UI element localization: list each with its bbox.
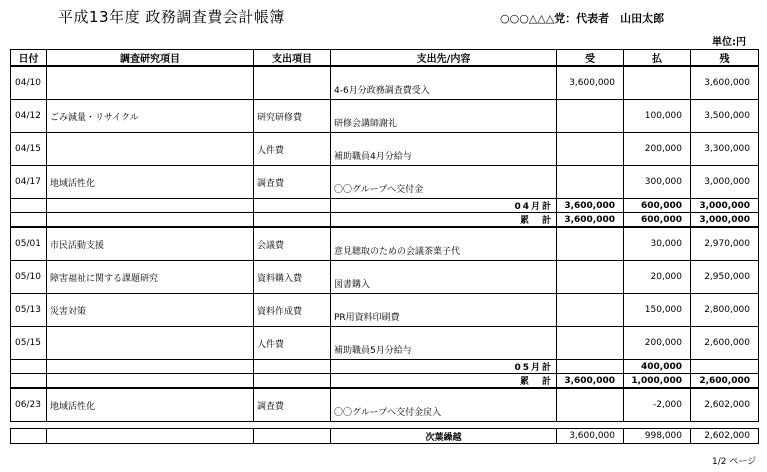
- subtotal-row: [11, 374, 759, 389]
- page-title: 平成13年度 政務調査費会計帳簿: [58, 8, 285, 26]
- row-desc: 補助職員5月分給与: [331, 327, 557, 360]
- row-out: 30,000: [624, 227, 691, 261]
- table-row: [11, 100, 759, 133]
- ledger-table: [10, 49, 759, 422]
- row-empty-date: [11, 213, 47, 228]
- row-item: 災害対策: [47, 294, 254, 327]
- subtotal-out: 600,000: [624, 213, 691, 228]
- row-empty-expense: [254, 199, 331, 213]
- row-expense: 資料購入費: [254, 261, 331, 294]
- carry-empty-date: [11, 429, 47, 444]
- row-empty-item: [47, 360, 254, 374]
- row-bal: 3,600,000: [691, 66, 759, 100]
- subtotal-out: 600,000: [624, 199, 691, 213]
- col-bal: 残: [691, 50, 759, 67]
- row-out: 150,000: [624, 294, 691, 327]
- row-desc: 研修会講師謝礼: [331, 100, 557, 133]
- party-representative: ○○○△△△党：代表者 山田太郎: [500, 12, 665, 25]
- subtotal-row: [11, 360, 759, 374]
- row-item: 市民活動支援: [47, 227, 254, 261]
- row-expense: 資料作成費: [254, 294, 331, 327]
- unit-label: 単位:円: [712, 37, 746, 48]
- row-empty-expense: [254, 213, 331, 228]
- row-out: 300,000: [624, 166, 691, 199]
- col-date: 日付: [11, 50, 47, 67]
- row-out: 100,000: [624, 100, 691, 133]
- row-in: [557, 294, 624, 327]
- row-desc: 補助職員4月分給与: [331, 133, 557, 166]
- row-empty-item: [47, 213, 254, 228]
- row-bal: 2,800,000: [691, 294, 759, 327]
- carry-forward-row: [11, 429, 759, 444]
- row-desc: 意見聴取のための会議茶菓子代: [331, 227, 557, 261]
- row-in: 3,600,000: [557, 66, 624, 100]
- row-expense: 研究研修費: [254, 100, 331, 133]
- row-bal: 3,000,000: [691, 166, 759, 199]
- subtotal-in: 3,600,000: [557, 213, 624, 228]
- row-expense: 会議費: [254, 227, 331, 261]
- row-expense: 人件費: [254, 327, 331, 360]
- row-out: [624, 66, 691, 100]
- row-empty-date: [11, 374, 47, 389]
- subtotal-out: 400,000: [624, 360, 691, 374]
- row-empty-item: [47, 374, 254, 389]
- table-row: [11, 166, 759, 199]
- row-date: 04/15: [11, 133, 47, 166]
- subtotal-label: 累 計: [331, 213, 557, 228]
- row-in: [557, 227, 624, 261]
- col-item: 調査研究項目: [47, 50, 254, 67]
- subtotal-row: [11, 199, 759, 213]
- subtotal-bal: 3,000,000: [691, 199, 759, 213]
- row-desc: 図書購入: [331, 261, 557, 294]
- row-date: 06/23: [11, 388, 47, 422]
- table-row: [11, 388, 759, 422]
- subtotal-label: 05月計: [331, 360, 557, 374]
- subtotal-bal: 2,600,000: [691, 374, 759, 389]
- carry-bal: 2,602,000: [691, 429, 759, 444]
- row-empty-expense: [254, 360, 331, 374]
- row-date: 04/17: [11, 166, 47, 199]
- row-expense: [254, 66, 331, 100]
- row-in: [557, 327, 624, 360]
- row-bal: 3,500,000: [691, 100, 759, 133]
- subtotal-out: 1,000,000: [624, 374, 691, 389]
- table-row: [11, 227, 759, 261]
- table-row: [11, 66, 759, 100]
- table-row: [11, 261, 759, 294]
- col-in: 受: [557, 50, 624, 67]
- col-expense: 支出項目: [254, 50, 331, 67]
- row-bal: 2,970,000: [691, 227, 759, 261]
- row-desc: 〇〇グループへ交付金: [331, 166, 557, 199]
- row-empty-expense: [254, 374, 331, 389]
- row-bal: 3,300,000: [691, 133, 759, 166]
- col-out: 払: [624, 50, 691, 67]
- row-in: [557, 100, 624, 133]
- row-in: [557, 261, 624, 294]
- row-empty-date: [11, 360, 47, 374]
- subtotal-bal: 3,000,000: [691, 213, 759, 228]
- subtotal-label: 累 計: [331, 374, 557, 389]
- table-row: [11, 294, 759, 327]
- row-desc: 4-6月分政務調査費受入: [331, 66, 557, 100]
- row-item: [47, 66, 254, 100]
- row-item: ごみ減量・リサイクル: [47, 100, 254, 133]
- subtotal-in: 3,600,000: [557, 199, 624, 213]
- row-out: -2,000: [624, 388, 691, 422]
- row-in: [557, 133, 624, 166]
- row-out: 200,000: [624, 133, 691, 166]
- row-bal: 2,602,000: [691, 388, 759, 422]
- carry-out: 998,000: [624, 429, 691, 444]
- carry-empty-item: [47, 429, 254, 444]
- row-date: 04/10: [11, 66, 47, 100]
- row-item: 地域活性化: [47, 388, 254, 422]
- row-desc: 〇〇グループへ交付金戻入: [331, 388, 557, 422]
- row-out: 20,000: [624, 261, 691, 294]
- row-bal: 2,950,000: [691, 261, 759, 294]
- subtotal-bal: [691, 360, 759, 374]
- row-bal: 2,600,000: [691, 327, 759, 360]
- row-expense: 人件費: [254, 133, 331, 166]
- subtotal-in: [557, 360, 624, 374]
- row-out: 200,000: [624, 327, 691, 360]
- row-expense: 調査費: [254, 166, 331, 199]
- row-item: 地域活性化: [47, 166, 254, 199]
- carry-forward-table: [10, 428, 759, 444]
- row-expense: 調査費: [254, 388, 331, 422]
- row-item: [47, 133, 254, 166]
- row-date: 05/15: [11, 327, 47, 360]
- carry-in: 3,600,000: [557, 429, 624, 444]
- row-in: [557, 388, 624, 422]
- row-in: [557, 166, 624, 199]
- ledger-body: [11, 66, 759, 422]
- row-item: 障害福祉に関する課題研究: [47, 261, 254, 294]
- row-empty-date: [11, 199, 47, 213]
- row-date: 04/12: [11, 100, 47, 133]
- page-number: 1/2 ページ: [712, 457, 757, 467]
- table-row: [11, 133, 759, 166]
- row-date: 05/13: [11, 294, 47, 327]
- row-date: 05/10: [11, 261, 47, 294]
- subtotal-in: 3,600,000: [557, 374, 624, 389]
- subtotal-label: 04月計: [331, 199, 557, 213]
- table-row: [11, 327, 759, 360]
- carry-forward-label: 次葉繰越: [331, 429, 557, 444]
- row-empty-item: [47, 199, 254, 213]
- subtotal-row: [11, 213, 759, 228]
- row-date: 05/01: [11, 227, 47, 261]
- carry-empty-expense: [254, 429, 331, 444]
- header-row: [11, 50, 759, 67]
- col-desc: 支出先/内容: [331, 50, 557, 67]
- row-item: [47, 327, 254, 360]
- row-desc: PR用資料印刷費: [331, 294, 557, 327]
